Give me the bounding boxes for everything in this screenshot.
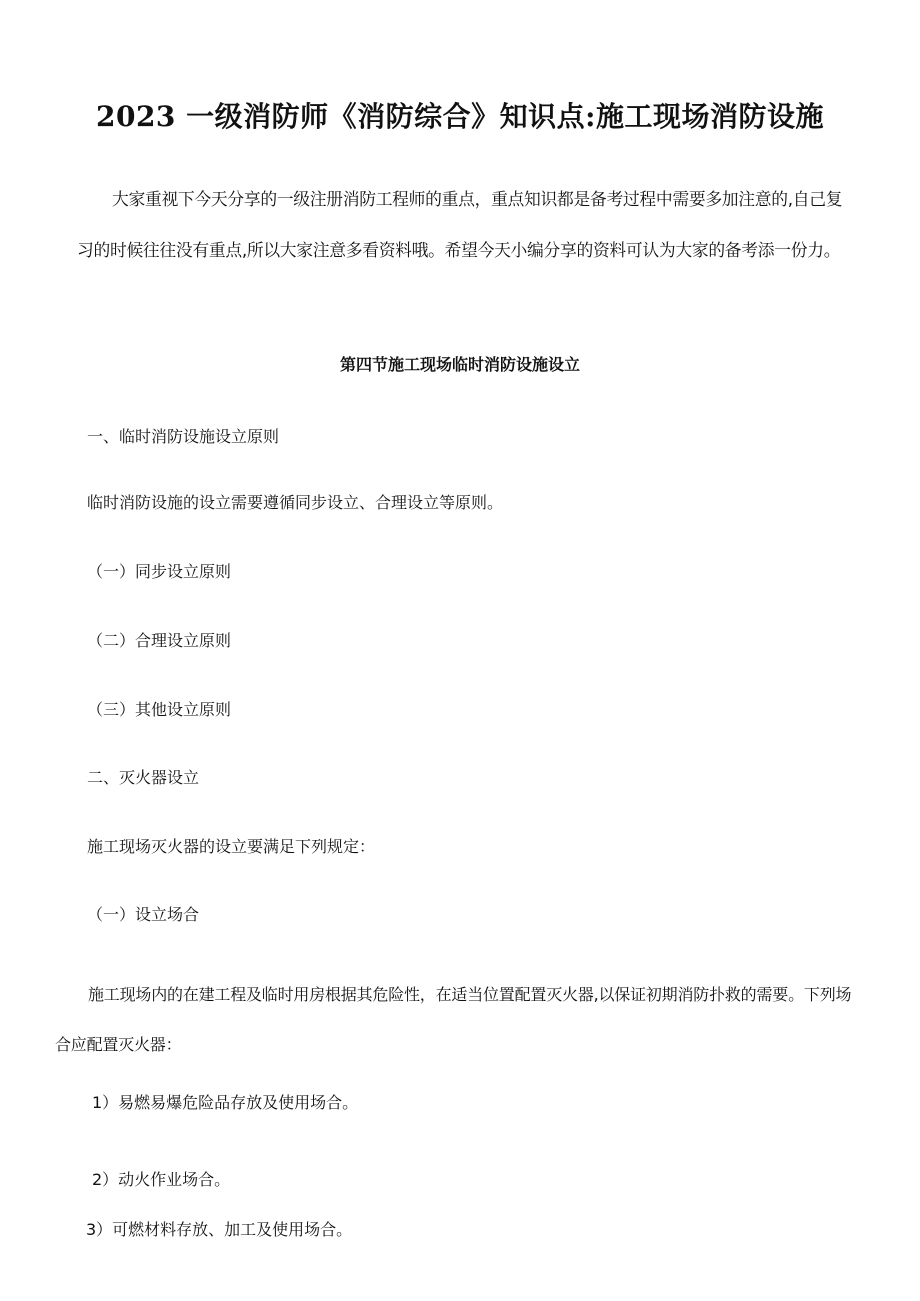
part2-heading: 二、灭火器设立 — [87, 768, 200, 787]
part1-heading: 一、临时消防设施设立原则 — [87, 427, 280, 446]
part2-list-item-2: 2）动火作业场合。 — [92, 1170, 231, 1189]
part1-item-1: （一）同步设立原则 — [87, 562, 232, 581]
document-title: 2023 一级消防师《消防综合》知识点:施工现场消防设施 — [95, 100, 825, 133]
part2-text: 施工现场灭火器的设立要满足下列规定： — [87, 837, 376, 856]
part1-item-3: （三）其他设立原则 — [87, 700, 232, 719]
intro-paragraph: 大家重视下今天分享的一级注册消防工程师的重点，重点知识都是备考过程中需要多加注意的,自己复习的时候往往没有重点,所以大家注意多看资料哦。希望今天小编分享的资料可认为大家的备考添一份力。 — [77, 189, 843, 260]
part2-list-item-1: 1）易燃易爆危险品存放及使用场合。 — [92, 1093, 359, 1112]
part1-item-2: （二）合理设立原则 — [87, 631, 232, 650]
part2-paragraph: 施工现场内的在建工程及临时用房根据其危险性，在适当位置配置灭火器,以保证初期消防扑救的需要。下列场合应配置灭火器： — [55, 985, 852, 1054]
section-heading: 第四节施工现场临时消防设施设立 — [339, 355, 580, 374]
part2-sub-heading: （一）设立场合 — [87, 905, 200, 924]
part2-list-item-3: 3）可燃材料存放、加工及使用场合。 — [86, 1220, 353, 1239]
part1-text: 临时消防设施的设立需要遵循同步设立、合理设立等原则。 — [87, 493, 504, 512]
